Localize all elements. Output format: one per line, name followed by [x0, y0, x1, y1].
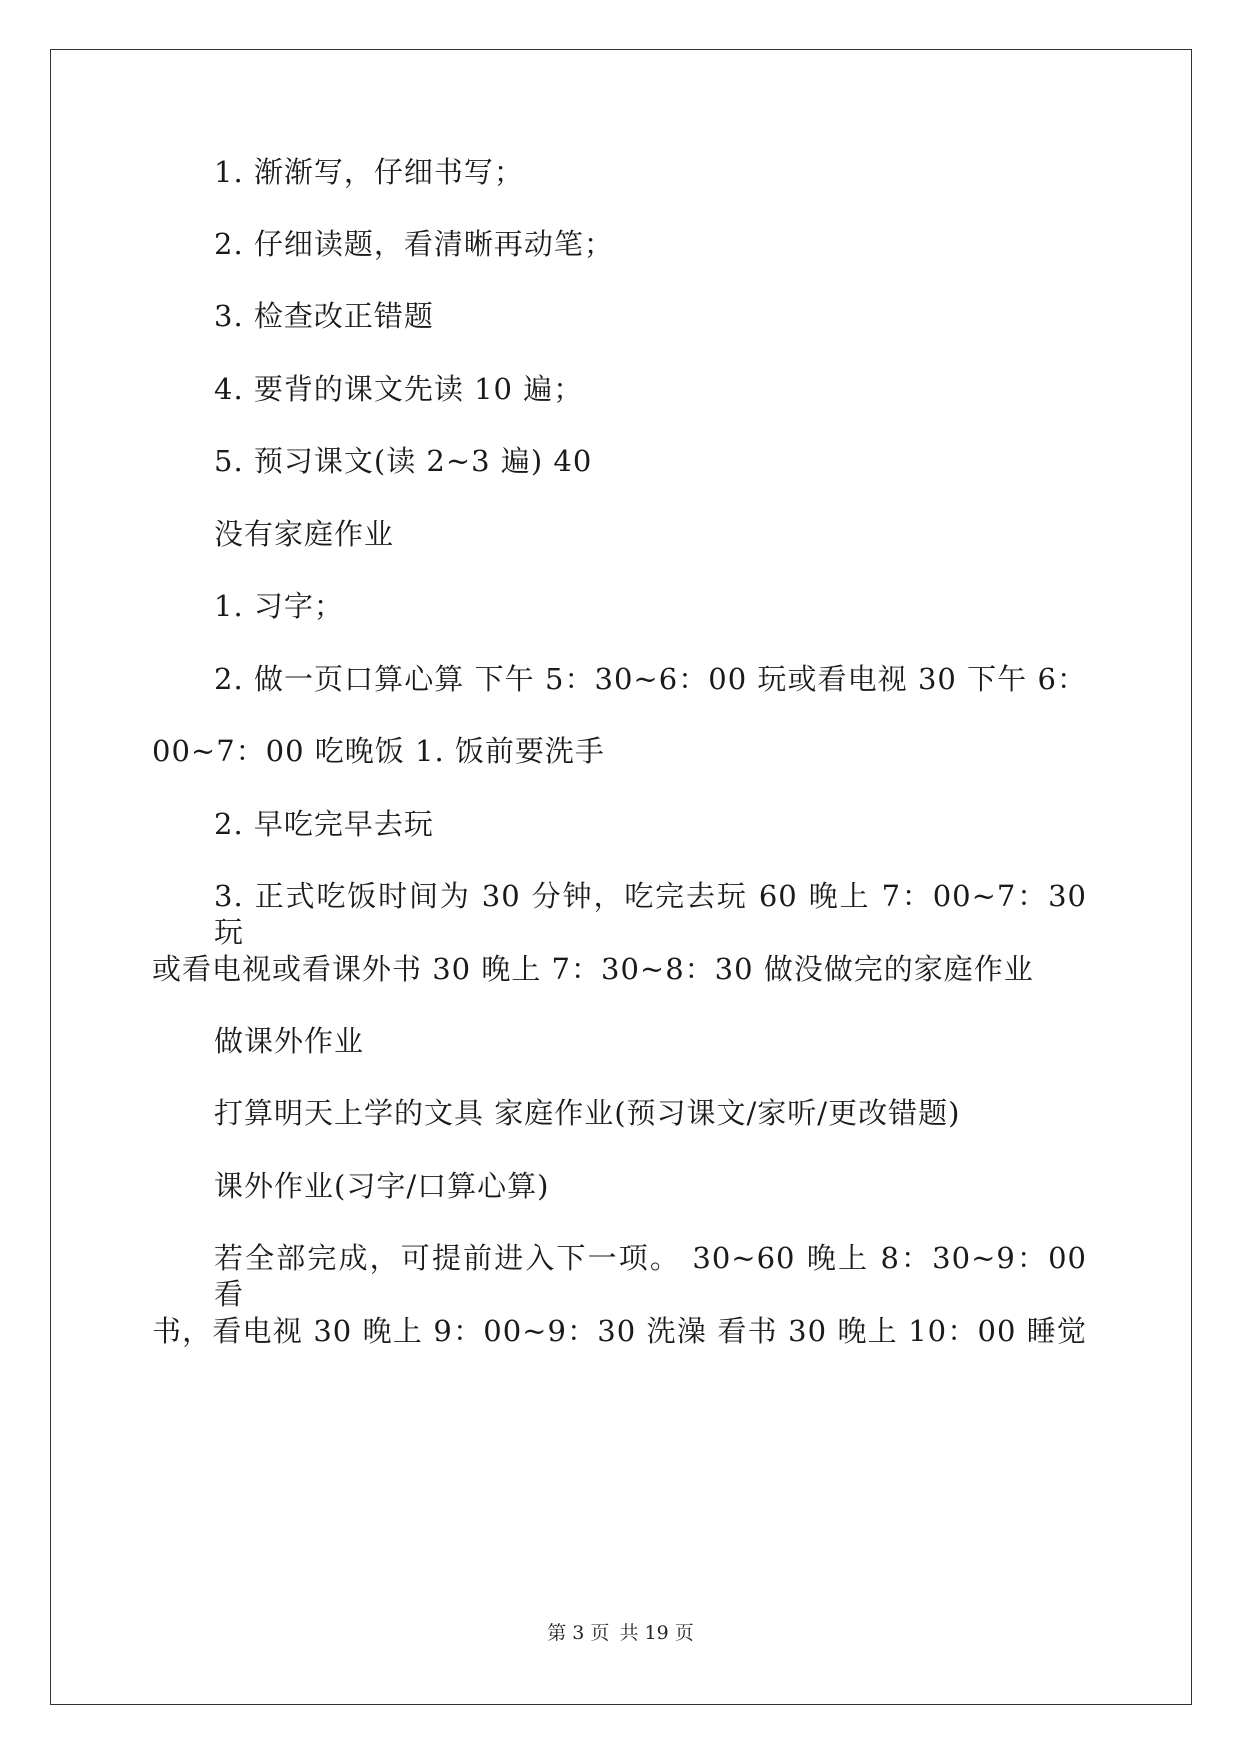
text-line: 做课外作业 [214, 1024, 365, 1058]
text-line: 1. 习字； [214, 589, 344, 623]
text-line: 4. 要背的课文先读 10 遍； [214, 372, 584, 406]
text-line: 3. 检查改正错题 [214, 299, 434, 333]
text-line: 打算明天上学的文具 家庭作业(预习课文/家听/更改错题) [214, 1096, 961, 1130]
page-total: 共 19 页 [619, 1622, 694, 1644]
text-line: 若全部完成，可提前进入下一项。 30~60 晚上 8：30~9：00 看 [214, 1241, 1087, 1311]
text-line: 2. 做一页口算心算 下午 5：30~6：00 玩或看电视 30 下午 6： [214, 662, 1087, 696]
text-line: 2. 仔细读题，看清晰再动笔； [214, 227, 614, 261]
text-line: 1. 渐渐写，仔细书写； [214, 155, 524, 189]
text-line: 5. 预习课文(读 2~3 遍) 40 [214, 444, 593, 478]
text-line: 没有家庭作业 [214, 517, 395, 551]
text-line: 3. 正式吃饭时间为 30 分钟，吃完去玩 60 晚上 7：00~7：30 玩 [214, 879, 1087, 949]
text-line: 或看电视或看课外书 30 晚上 7：30~8：30 做没做完的家庭作业 [152, 952, 1034, 986]
text-line: 2. 早吃完早去玩 [214, 807, 434, 841]
text-line: 书，看电视 30 晚上 9：00~9：30 洗澡 看书 30 晚上 10：00 睡觉 [152, 1314, 1087, 1348]
text-line: 课外作业(习字/口算心算) [214, 1169, 550, 1203]
page-number: 第 3 页 [547, 1622, 610, 1644]
page-footer [0, 1621, 1241, 1645]
text-line: 00~7：00 吃晚饭 1. 饭前要洗手 [152, 734, 605, 768]
